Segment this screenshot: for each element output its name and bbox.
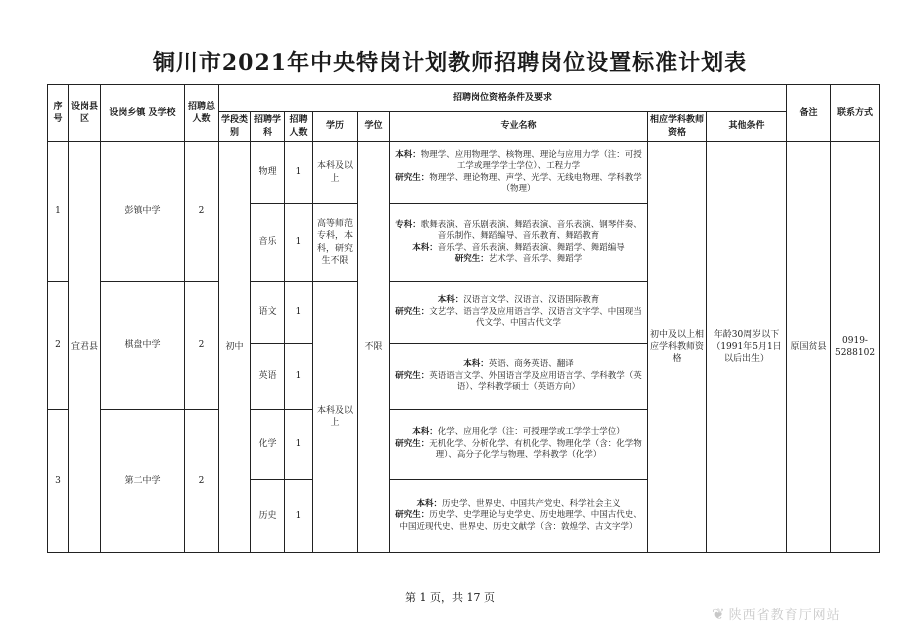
page-title: 铜川市2021年中央特岗计划教师招聘岗位设置标准计划表 <box>152 50 748 76</box>
header-total: 招聘总人数 <box>185 85 219 142</box>
count-cell: 1 <box>285 344 313 410</box>
school-cell: 第二中学 <box>101 410 185 553</box>
subject-cell: 化学 <box>251 410 285 480</box>
recruitment-plan-table <box>47 84 880 553</box>
table-row <box>48 142 880 204</box>
subject-cell: 物理 <box>251 142 285 204</box>
seq-cell: 1 <box>48 142 69 282</box>
header-county: 设岗县区 <box>69 85 101 142</box>
total-cell: 2 <box>185 410 219 553</box>
count-cell: 1 <box>285 282 313 344</box>
header-count: 招聘人数 <box>285 112 313 142</box>
subject-cell: 历史 <box>251 480 285 553</box>
major-cell: 本科：历史学、世界史、中国共产党史、科学社会主义 研究生：历史学、史学理论与史学史、历史地理学、中国古代史、中国近现代史、世界史、历史文献学（含：敦煌学、古文字学） <box>390 480 648 553</box>
education-cell: 本科及以上 <box>313 142 358 204</box>
contact-cell: 0919-5288102 <box>831 142 880 553</box>
header-major: 专业名称 <box>390 112 648 142</box>
stage-cell: 初中 <box>219 142 251 553</box>
total-cell: 2 <box>185 282 219 410</box>
site-watermark <box>712 604 841 623</box>
remark-cell: 原国贫县 <box>787 142 831 553</box>
major-cell: 本科：英语、商务英语、翻译 研究生：英语语言文学、外国语言学及应用语言学、学科教学（英语）、学科教学硕士（英语方向） <box>390 344 648 410</box>
count-cell: 1 <box>285 480 313 553</box>
degree-cell: 不限 <box>358 142 390 553</box>
education-cell: 本科及以上 <box>313 282 358 553</box>
header-contact: 联系方式 <box>831 85 880 142</box>
header-other: 其他条件 <box>707 112 787 142</box>
page-number: 第 1 页，共 17 页 <box>405 591 495 604</box>
leaf-icon: ❦ <box>712 605 726 623</box>
subject-cell: 语文 <box>251 282 285 344</box>
header-row-1 <box>48 85 880 112</box>
header-school: 设岗乡镇 及学校 <box>101 85 185 142</box>
other-cell: 年龄30周岁以下（1991年5月1日以后出生） <box>707 142 787 553</box>
watermark-text: 陕西省教育厅网站 <box>728 608 841 623</box>
total-cell: 2 <box>185 142 219 282</box>
count-cell: 1 <box>285 204 313 282</box>
major-cell: 本科：化学、应用化学（注：可授理学或工学学士学位） 研究生：无机化学、分析化学、有机化学、物理化学（含：化学物理）、高分子化学与物理、学科教学（化学） <box>390 410 648 480</box>
major-cell: 专科：歌舞表演、音乐剧表演、舞蹈表演、音乐表演、钢琴伴奏、音乐制作、舞蹈编导、音乐教育、舞蹈教育 本科：音乐学、音乐表演、舞蹈表演、舞蹈学、舞蹈编导 研究生：艺术学、音乐学、舞蹈学 <box>390 204 648 282</box>
header-subject: 招聘学科 <box>251 112 285 142</box>
school-cell: 棋盘中学 <box>101 282 185 410</box>
major-cell: 本科：物理学、应用物理学、核物理、理论与应用力学（注：可授工学或理学学士学位）、工程力学 研究生：物理学、理论物理、声学、光学、无线电物理、学科教学（物理） <box>390 142 648 204</box>
subject-cell: 英语 <box>251 344 285 410</box>
subject-cell: 音乐 <box>251 204 285 282</box>
seq-cell: 2 <box>48 282 69 410</box>
header-degree: 学位 <box>358 112 390 142</box>
header-education: 学历 <box>313 112 358 142</box>
school-cell: 彭镇中学 <box>101 142 185 282</box>
teacher-qual-cell: 初中及以上相应学科教师资格 <box>648 142 707 553</box>
header-stage: 学段类别 <box>219 112 251 142</box>
seq-cell: 3 <box>48 410 69 553</box>
count-cell: 1 <box>285 410 313 480</box>
county-cell: 宜君县 <box>69 142 101 553</box>
header-remark: 备注 <box>787 85 831 142</box>
header-conditions: 招聘岗位资格条件及要求 <box>219 85 787 112</box>
header-seq: 序号 <box>48 85 69 142</box>
major-cell: 本科：汉语言文学、汉语言、汉语国际教育 研究生：文艺学、语言学及应用语言学、汉语言文字学、中国现当代文学、中国古代文学 <box>390 282 648 344</box>
count-cell: 1 <box>285 142 313 204</box>
header-teacher-qual: 相应学科教师资格 <box>648 112 707 142</box>
education-cell: 高等师范专科，本科，研究生不限 <box>313 204 358 282</box>
